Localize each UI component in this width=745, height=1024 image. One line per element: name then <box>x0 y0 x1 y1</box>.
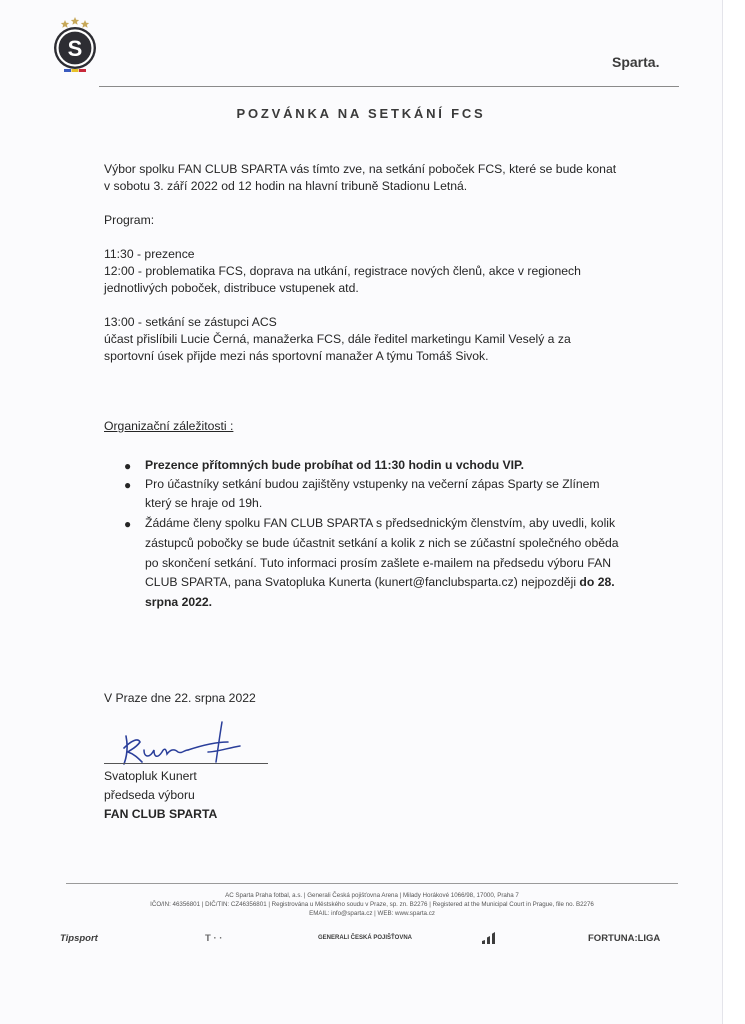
bullet-line: zástupců pobočky se bude účastnit setkání a kolik z nich se zúčastní společného oběda <box>145 536 619 550</box>
logo-letter: S <box>67 36 83 61</box>
bullet-line: srpna 2022. <box>145 595 213 609</box>
document-title: POZVÁNKA NA SETKÁNÍ FCS <box>236 106 486 121</box>
sparta-logo <box>52 14 98 74</box>
handwritten-signature <box>104 718 274 766</box>
sponsor-generali: GENERALI ČESKÁ POJIŠŤOVNA <box>318 935 413 941</box>
intro-line: Výbor spolku FAN CLUB SPARTA vás tímto zve, na setkání poboček FCS, které se bude konat <box>104 162 617 176</box>
program-line: sportovní úsek přijde mezi nás sportovní manažer A týmu Tomáš Sivok. <box>104 349 489 363</box>
bullet-icon: ● <box>124 478 132 492</box>
signature-line <box>104 763 268 764</box>
bullet-line: Žádáme členy spolku FAN CLUB SPARTA s předsednickým členstvím, aby uvedli, kolik <box>145 516 616 530</box>
intro-line: v sobotu 3. září 2022 od 12 hodin na hlavní tribuně Stadionu Letná. <box>104 179 468 193</box>
deadline-text: do 28. <box>579 575 615 589</box>
bullet-line: Prezence přítomných bude probíhat od 11:30 hodin u vchodu VIP. <box>145 458 525 472</box>
program-heading: Program: <box>104 213 155 227</box>
signatory-name: Svatopluk Kunert <box>104 769 197 783</box>
program-line: 13:00 - setkání se zástupci ACS <box>104 315 277 329</box>
bullet-icon: ● <box>124 459 132 473</box>
program-line: jednotlivých poboček, distribuce vstupenek atd. <box>104 281 359 295</box>
adidas-icon <box>480 932 500 944</box>
brand-wordmark: Sparta. <box>612 54 660 70</box>
bullet-line <box>145 573 615 593</box>
bullet-icon: ● <box>124 517 132 531</box>
sponsor-tipsport: Tipsport <box>60 933 98 944</box>
organization-heading: Organizační záležitosti : <box>104 419 234 433</box>
footer-contact: EMAIL: info@sparta.cz | WEB: www.sparta.cz <box>309 910 435 917</box>
header-divider <box>99 86 679 87</box>
signatory-organization: FAN CLUB SPARTA <box>104 807 218 821</box>
place-date: V Praze dne 22. srpna 2022 <box>104 691 256 705</box>
bullet-line: který se hraje od 19h. <box>145 496 263 510</box>
program-line: 12:00 - problematika FCS, doprava na utkání, registrace nových členů, akce v regionech <box>104 264 581 278</box>
sponsor-fortuna-liga: FORTUNA:LIGA <box>588 933 661 944</box>
star-icon <box>61 17 89 28</box>
sponsor-telekom: T · · <box>205 933 223 944</box>
signatory-role: předseda výboru <box>104 788 195 802</box>
footer-address: AC Sparta Praha fotbal, a.s. | Generali Česká pojišťovna Arena | Milady Horákové 1066/98, 17000, Praha 7 <box>225 892 519 899</box>
bullet-line-text: CLUB SPARTA, pana Svatopluka Kunerta (kunert@fanclubsparta.cz) nejpozději <box>145 575 580 589</box>
footer-divider <box>66 883 678 884</box>
bullet-line: Pro účastníky setkání budou zajištěny vstupenky na večerní zápas Sparty se Zlínem <box>145 477 600 491</box>
footer-registration: IČO/IN: 46356801 | DIČ/TIN: CZ46356801 | Registrována u Městského soudu v Praze, sp. zn. B2276 | Registered at the Municipal Court in Prague, file no. B2276 <box>150 901 594 908</box>
bullet-line: po skončení setkání. Tuto informaci prosím zašlete e-mailem na předsedu výboru FAN <box>145 556 612 570</box>
program-line: 11:30 - prezence <box>104 247 195 261</box>
program-line: účast přislíbili Lucie Černá, manažerka FCS, dále ředitel marketingu Kamil Veselý a za <box>104 332 571 346</box>
